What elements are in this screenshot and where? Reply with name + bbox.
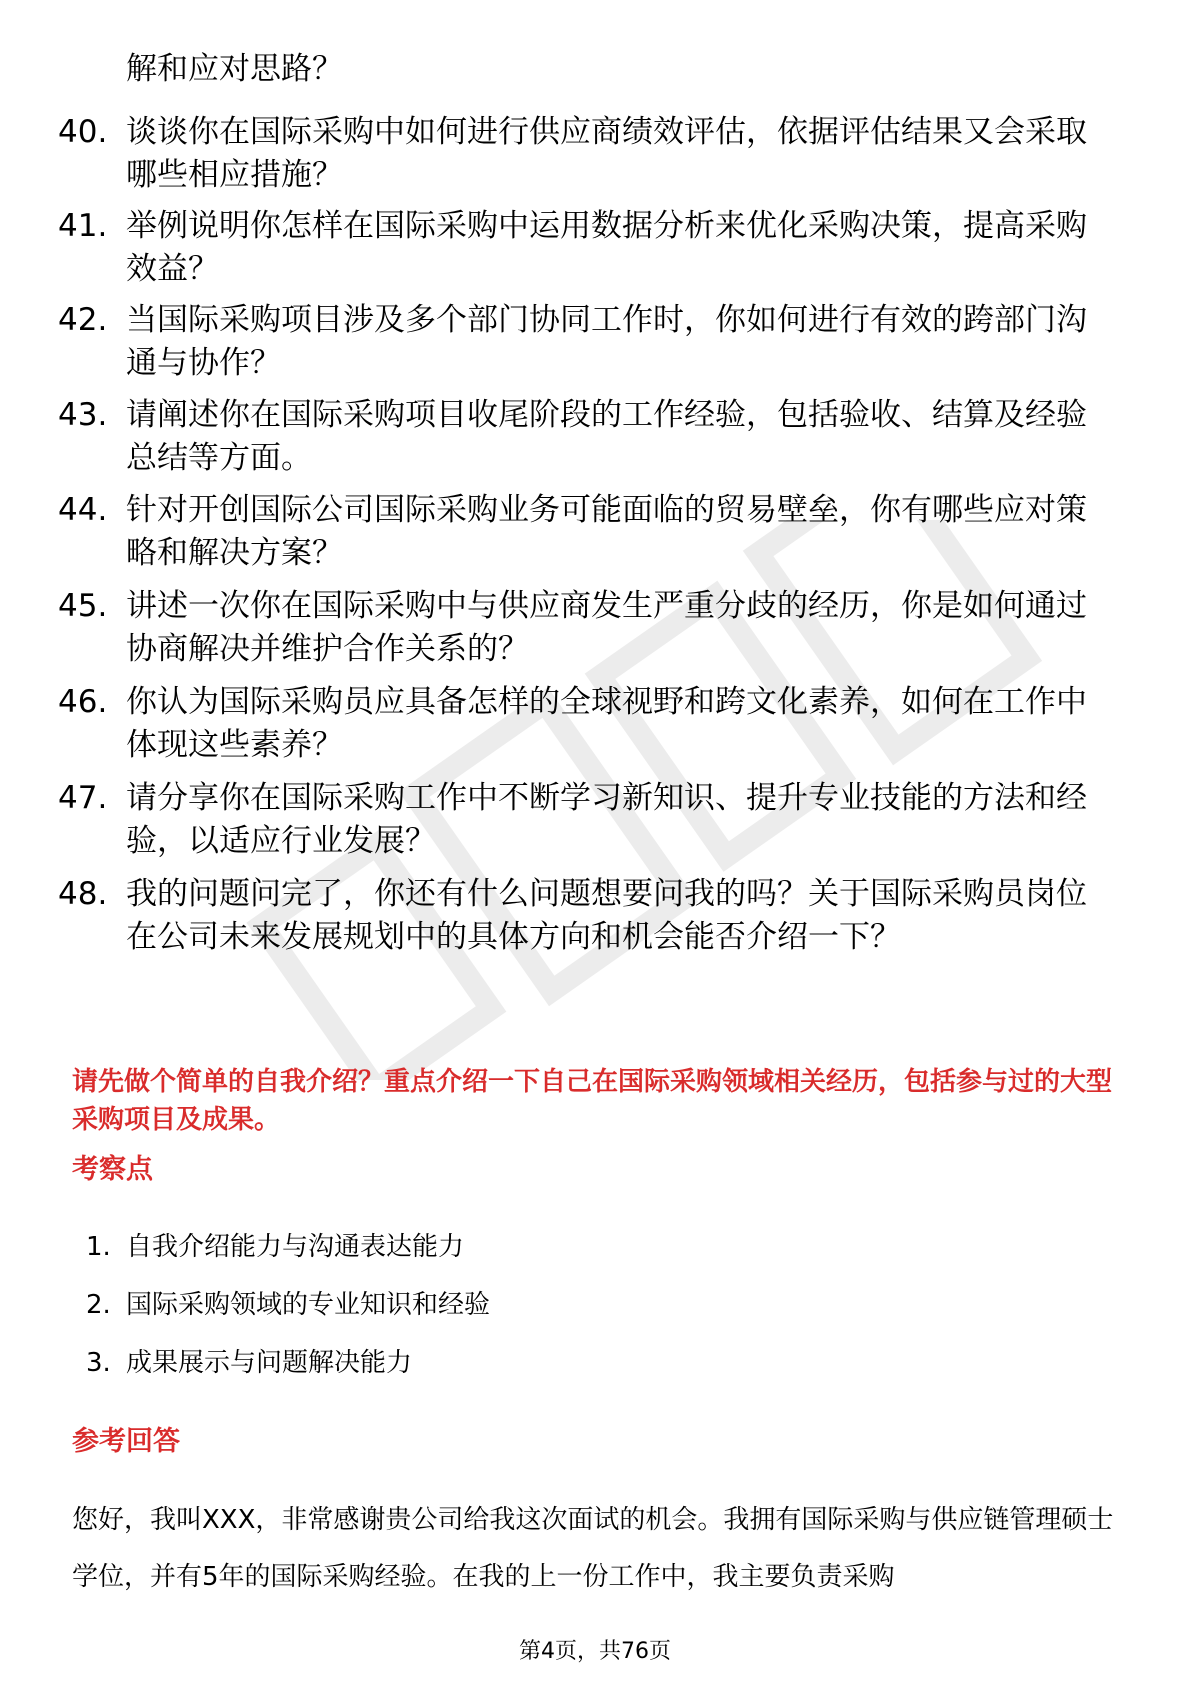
reference-heading: 参考回答 [72, 1426, 180, 1457]
question-text: 请阐述你在国际采购项目收尾阶段的工作经验，包括验收、结算及经验总结等方面。 [126, 397, 1087, 476]
exam-points-heading: 考察点 [72, 1154, 153, 1185]
question-number: 40. [58, 114, 108, 150]
question-text: 谈谈你在国际采购中如何进行供应商绩效评估，依据评估结果又会采取哪些相应措施？ [126, 114, 1087, 193]
top-continuation: 解和应对思路？ [126, 51, 343, 87]
question-number: 47. [58, 780, 108, 816]
question-text: 针对开创国际公司国际采购业务可能面临的贸易壁垒，你有哪些应对策略和解决方案？ [126, 492, 1087, 571]
exam-point-number: 2. [86, 1290, 111, 1320]
exam-point-number: 3. [86, 1348, 111, 1378]
question-text: 当国际采购项目涉及多个部门协同工作时，你如何进行有效的跨部门沟通与协作？ [126, 302, 1087, 381]
question-text: 讲述一次你在国际采购中与供应商发生严重分歧的经历，你是如何通过协商解决并维护合作关系的？ [126, 588, 1087, 667]
question-number: 48. [58, 876, 108, 912]
question-number: 46. [58, 684, 108, 720]
question-number: 43. [58, 397, 108, 433]
question-number: 45. [58, 588, 108, 624]
highlight-question: 请先做个简单的自我介绍？重点介绍一下自己在国际采购领域相关经历，包括参与过的大型采购项目及成果。 [72, 1067, 1113, 1135]
exam-point-text: 国际采购领域的专业知识和经验 [126, 1290, 491, 1320]
question-text: 我的问题问完了，你还有什么问题想要问我的吗？关于国际采购员岗位在公司未来发展规划中的具体方向和机会能否介绍一下？ [126, 876, 1087, 955]
question-text: 你认为国际采购员应具备怎样的全球视野和跨文化素养，如何在工作中体现这些素养？ [126, 684, 1087, 763]
exam-point-number: 1. [86, 1232, 111, 1262]
question-number: 42. [58, 302, 108, 338]
question-number: 41. [58, 208, 108, 244]
question-text: 请分享你在国际采购工作中不断学习新知识、提升专业技能的方法和经验，以适应行业发展？ [126, 780, 1087, 859]
reference-answer: 您好，我叫XXX，非常感谢贵公司给我这次面试的机会。我拥有国际采购与供应链管理硕士学位，并有5年的国际采购经验。在我的上一份工作中，我主要负责采购 [72, 1505, 1114, 1592]
exam-point-text: 成果展示与问题解决能力 [126, 1348, 413, 1378]
page-footer: 第4页，共76页 [519, 1639, 671, 1664]
question-number: 44. [58, 492, 108, 528]
exam-point-text: 自我介绍能力与沟通表达能力 [126, 1232, 465, 1262]
question-text: 举例说明你怎样在国际采购中运用数据分析来优化采购决策，提高采购效益？ [126, 208, 1087, 287]
